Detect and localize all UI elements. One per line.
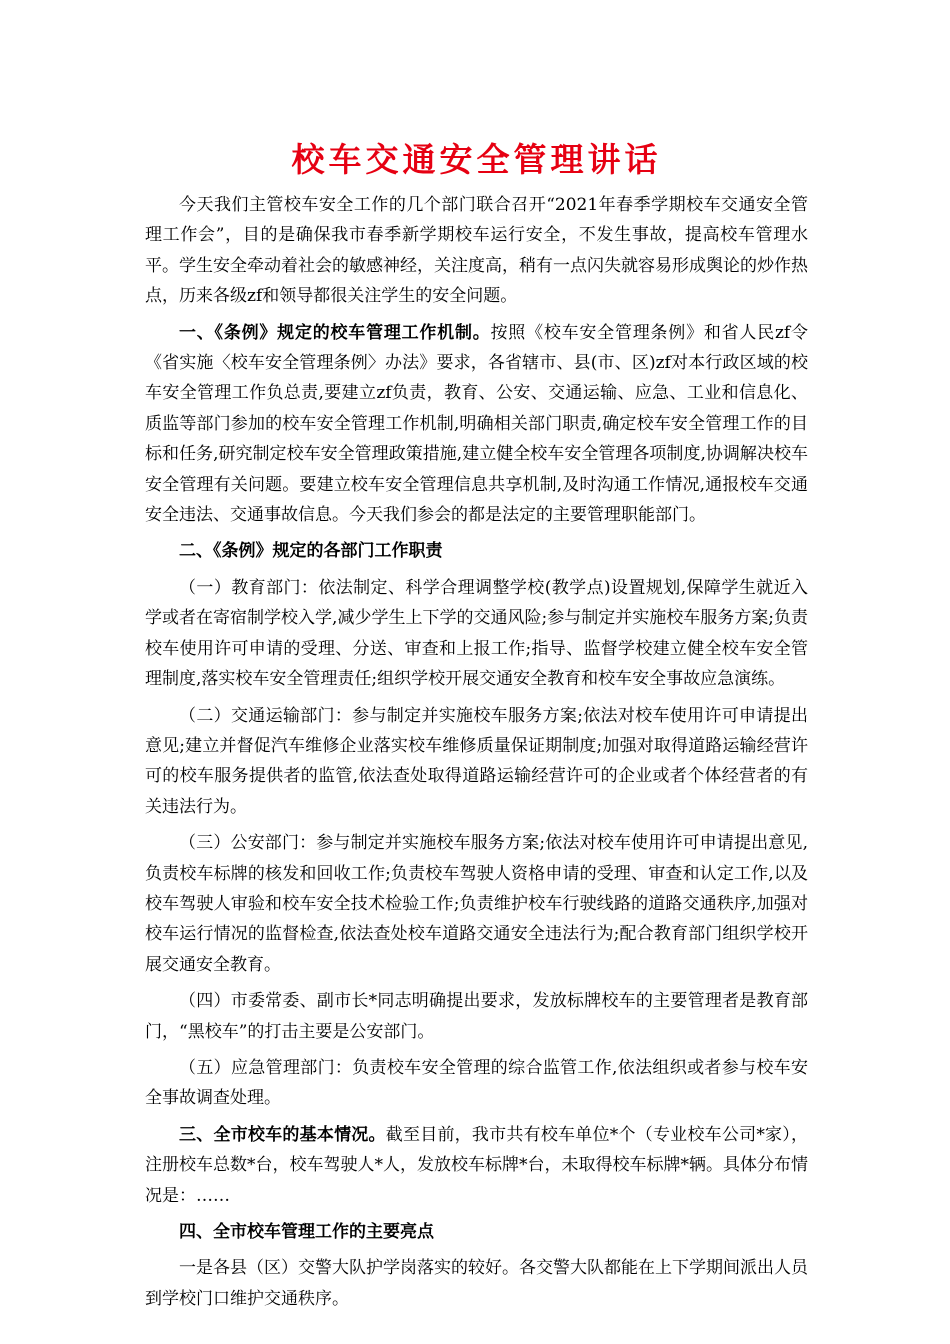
paragraph-item-1 <box>145 573 808 695</box>
paragraph-text: 今天我们主管校车安全工作的几个部门联合召开“2021年春季学期校车交通安全管理工作会”，目的是确保我市春季新学期校车运行安全，不发生事故，提高校车管理水平。学生安全牵动着社会的敏感神经，关注度高，稍有一点闪失就容易形成舆论的炒作热点，历来各级zf和领导都很关注学生的安全问题。 <box>145 195 808 307</box>
section-heading: 一、《条例》规定的校车管理工作机制。 <box>179 322 491 343</box>
paragraph-text: 按照《校车安全管理条例》和省人民zf令《省实施〈校车安全管理条例〉办法》要求，各省辖市、县(市、区)zf对本行政区域的校车安全管理工作负总责,要建立zf负责，教育、公安、交通运输、应急、工业和信息化、质监等部门参加的校车安全管理工作机制,明确相关部门职责,确定校车安全管理工作的目标和任务,研究制定校车安全管理政策措施,建立健全校车安全管理各项制度,协调解决校车安全管理有关问题。要建立校车安全管理信息共享机制,及时沟通工作情况,通报校车交通安全违法、交通事故信息。今天我们参会的都是法定的主要管理职能部门。 <box>145 322 808 526</box>
section-heading: 三、全市校车的基本情况。 <box>179 1124 386 1145</box>
paragraph-text: （二）交通运输部门：参与制定并实施校车服务方案;依法对校车使用许可申请提出意见;建立并督促汽车维修企业落实校车维修质量保证期制度;加强对取得道路运输经营许可的校车服务提供者的监管,依法查处取得道路运输经营许可的企业或者个体经营者的有关违法行为。 <box>145 705 808 817</box>
paragraph-item-2 <box>145 701 808 823</box>
paragraph-intro <box>145 190 808 312</box>
paragraph-item-3 <box>145 828 808 980</box>
paragraph-section-1 <box>145 318 808 531</box>
paragraph-section-4 <box>145 1217 808 1247</box>
paragraph-highlight-1 <box>145 1253 808 1314</box>
document-title: 校车交通安全管理讲话 <box>291 140 662 179</box>
paragraph-item-4 <box>145 986 808 1047</box>
paragraph-text: （一）教育部门：依法制定、科学合理调整学校(教学点)设置规划,保障学生就近入学或者在寄宿制学校入学,减少学生上下学的交通风险;参与制定并实施校车服务方案;负责校车使用许可申请的受理、分送、审查和上报工作;指导、监督学校建立健全校车安全管理制度,落实校车安全管理责任;组织学校开展交通安全教育和校车安全事故应急演练。 <box>145 577 808 690</box>
section-heading: 二、《条例》规定的各部门工作职责 <box>179 541 443 562</box>
paragraph-text: 一是各县（区）交警大队护学岗落实的较好。各交警大队都能在上下学期间派出人员到学校门口维护交通秩序。 <box>145 1258 808 1309</box>
paragraph-section-3 <box>145 1120 808 1211</box>
paragraph-text: （四）市委常委、副市长*同志明确提出要求，发放标牌校车的主要管理者是教育部门，“黑校车”的打击主要是公安部门。 <box>145 991 808 1042</box>
paragraph-text: （三）公安部门：参与制定并实施校车服务方案;依法对校车使用许可申请提出意见,负责校车标牌的核发和回收工作;负责校车驾驶人资格申请的受理、审查和认定工作,以及校车驾驶人审验和校车安全技术检验工作;负责维护校车行驶线路的道路交通秩序,加强对校车运行情况的监督检查,依法查处校车道路交通安全违法行为;配合教育部门组织学校开展交通安全教育。 <box>145 833 808 975</box>
document-body <box>145 190 808 1314</box>
section-heading: 四、全市校车管理工作的主要亮点 <box>179 1222 434 1242</box>
paragraph-item-5 <box>145 1053 808 1114</box>
paragraph-text: 截至目前，我市共有校车单位*个（专业校车公司*家），注册校车总数*台，校车驾驶人*人，发放校车标牌*台，未取得校车标牌*辆。具体分布情况是：…… <box>145 1124 809 1206</box>
paragraph-section-2 <box>145 536 808 566</box>
paragraph-text: （五）应急管理部门：负责校车安全管理的综合监管工作,依法组织或者参与校车安全事故调查处理。 <box>145 1057 808 1109</box>
